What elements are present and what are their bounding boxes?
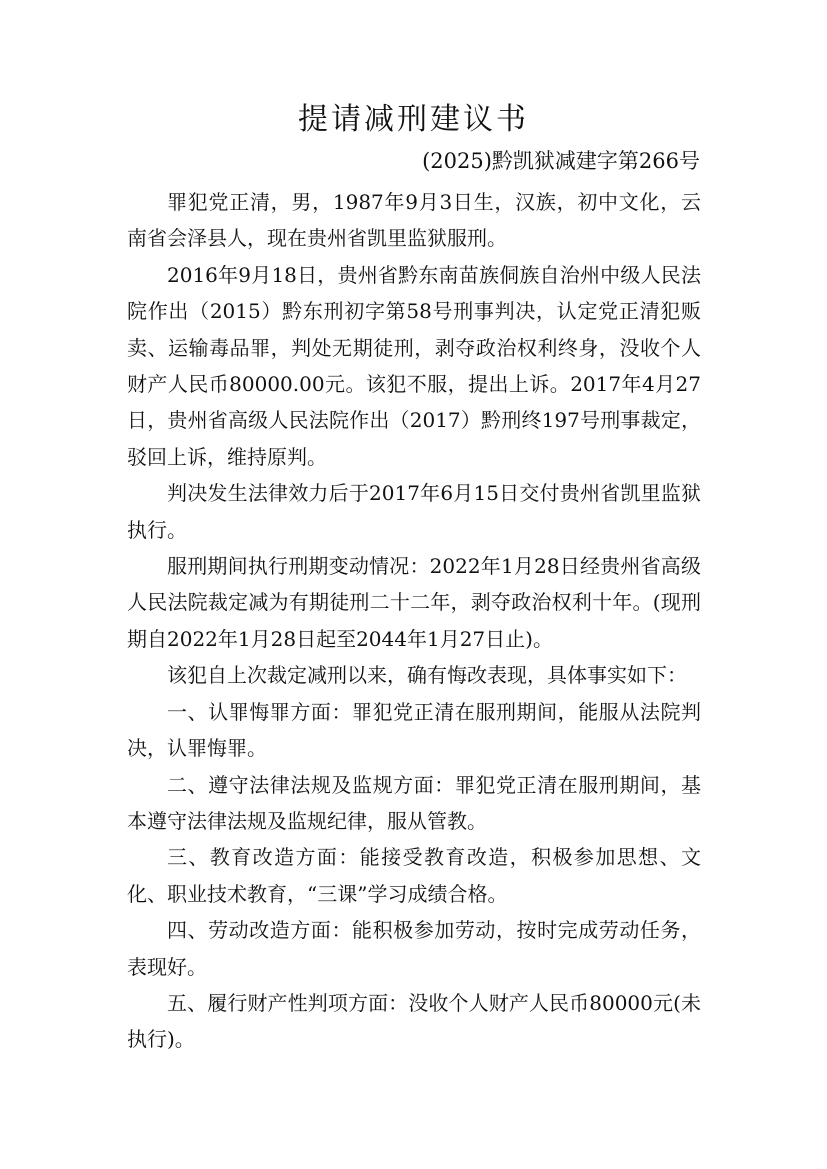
paragraph-sentence-changes: 服刑期间执行刑期变动情况：2022年1月28日经贵州省高级人民法院裁定减为有期徒刑二十二年，剥夺政治权利十年。(现刑期自2022年1月28日起至2044年1月27日止)。	[127, 554, 701, 651]
paragraph-original-judgment: 2016年9月18日，贵州省黔东南苗族侗族自治州中级人民法院作出（2015）黔东刑初字第58号刑事判决，认定党正清犯贩卖、运输毒品罪，判处无期徒刑，剥夺政治权利终身，没收个人财产人民币80000.00元。该犯不服，提出上诉。2017年4月27日，贵州省高级人民法院作出（2017）黔刑终197号刑事裁定，驳回上诉，维持原判。	[127, 262, 701, 469]
paragraph-education: 三、教育改造方面：能接受教育改造，积极参加思想、文化、职业技术教育，“三课”学习成绩合格。	[127, 845, 701, 906]
document-title: 提请减刑建议书	[298, 102, 529, 137]
paragraph-obey-rules: 二、遵守法律法规及监规方面：罪犯党正清在服刑期间，基本遵守法律法规及监规纪律，服从管教。	[127, 772, 701, 833]
document-number: (2025)黔凯狱减建字第266号	[422, 149, 700, 173]
paragraph-property: 五、履行财产性判项方面：没收个人财产人民币80000元(未执行)。	[127, 990, 701, 1052]
document-body	[127, 184, 701, 1058]
paragraph-repentance-intro: 该犯自上次裁定减刑以来，确有悔改表现，具体事实如下：	[167, 663, 687, 688]
paragraph-offender-info: 罪犯党正清，男，1987年9月3日生，汉族，初中文化，云南省会泽县人，现在贵州省凯里监狱服刑。	[127, 190, 701, 251]
paragraph-admit-guilt: 一、认罪悔罪方面：罪犯党正清在服刑期间，能服从法院判决，认罪悔罪。	[127, 699, 701, 761]
paragraph-labor: 四、劳动改造方面：能积极参加劳动，按时完成劳动任务，表现好。	[127, 918, 701, 979]
paragraph-execution: 判决发生法律效力后于2017年6月15日交付贵州省凯里监狱执行。	[127, 481, 701, 542]
